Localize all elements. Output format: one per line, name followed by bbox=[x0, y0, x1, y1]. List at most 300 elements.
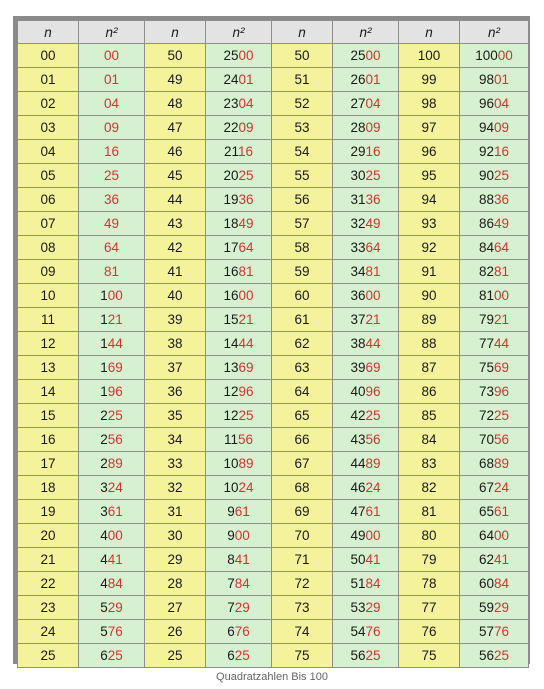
n-cell: 33 bbox=[145, 452, 206, 476]
square-last-digits: 29 bbox=[365, 600, 381, 615]
square-last-digits: 76 bbox=[107, 624, 123, 639]
square-prefix: 84 bbox=[478, 240, 494, 255]
square-cell bbox=[460, 68, 529, 92]
square-prefix: 68 bbox=[478, 456, 494, 471]
square-cell bbox=[333, 140, 399, 164]
square-cell bbox=[460, 644, 529, 668]
square-cell bbox=[333, 404, 399, 428]
n-cell: 20 bbox=[18, 524, 79, 548]
square-last-digits: 89 bbox=[238, 456, 254, 471]
n-cell: 67 bbox=[272, 452, 333, 476]
square-last-digits: 61 bbox=[494, 504, 510, 519]
header-n: n bbox=[18, 21, 79, 44]
square-last-digits: 84 bbox=[365, 576, 381, 591]
square-cell bbox=[460, 188, 529, 212]
square-cell bbox=[333, 308, 399, 332]
n-cell: 70 bbox=[272, 524, 333, 548]
square-cell bbox=[206, 164, 272, 188]
square-cell bbox=[206, 596, 272, 620]
square-cell bbox=[460, 380, 529, 404]
square-cell bbox=[333, 188, 399, 212]
square-cell bbox=[333, 380, 399, 404]
square-prefix: 16 bbox=[223, 264, 239, 279]
square-cell bbox=[79, 308, 145, 332]
n-cell: 94 bbox=[399, 188, 460, 212]
square-cell bbox=[206, 68, 272, 92]
square-last-digits: 00 bbox=[238, 48, 254, 63]
square-last-digits: 04 bbox=[365, 96, 381, 111]
square-cell bbox=[460, 524, 529, 548]
n-cell: 50 bbox=[272, 44, 333, 68]
square-cell bbox=[460, 236, 529, 260]
square-prefix: 1 bbox=[100, 288, 108, 303]
square-prefix: 42 bbox=[350, 408, 366, 423]
square-last-digits: 44 bbox=[494, 336, 510, 351]
square-prefix: 77 bbox=[478, 336, 494, 351]
square-last-digits: 25 bbox=[107, 408, 123, 423]
n-cell: 81 bbox=[399, 500, 460, 524]
n-cell: 77 bbox=[399, 596, 460, 620]
square-cell bbox=[206, 476, 272, 500]
square-last-digits: 04 bbox=[238, 96, 254, 111]
square-last-digits: 56 bbox=[365, 432, 381, 447]
square-cell bbox=[206, 500, 272, 524]
square-last-digits: 00 bbox=[494, 528, 510, 543]
n-cell: 85 bbox=[399, 404, 460, 428]
square-prefix: 12 bbox=[223, 384, 239, 399]
n-cell: 21 bbox=[18, 548, 79, 572]
table-body bbox=[18, 44, 529, 668]
square-prefix: 24 bbox=[223, 72, 239, 87]
table-row bbox=[18, 236, 529, 260]
square-last-digits: 61 bbox=[365, 504, 381, 519]
square-prefix: 56 bbox=[478, 648, 494, 663]
square-cell bbox=[333, 644, 399, 668]
square-last-digits: 64 bbox=[365, 240, 381, 255]
square-prefix: 23 bbox=[223, 96, 239, 111]
square-cell bbox=[460, 164, 529, 188]
n-cell: 92 bbox=[399, 236, 460, 260]
square-cell bbox=[206, 548, 272, 572]
header-n: n bbox=[272, 21, 333, 44]
square-last-digits: 25 bbox=[365, 648, 381, 663]
n-cell: 54 bbox=[272, 140, 333, 164]
square-last-digits: 00 bbox=[107, 528, 123, 543]
square-last-digits: 49 bbox=[365, 216, 381, 231]
n-cell: 08 bbox=[18, 236, 79, 260]
square-cell bbox=[79, 596, 145, 620]
square-last-digits: 81 bbox=[494, 264, 510, 279]
square-cell bbox=[460, 476, 529, 500]
square-last-digits: 61 bbox=[234, 504, 250, 519]
square-last-digits: 49 bbox=[494, 216, 510, 231]
square-cell bbox=[79, 572, 145, 596]
square-prefix: 59 bbox=[478, 600, 494, 615]
square-last-digits: 89 bbox=[494, 456, 510, 471]
n-cell: 23 bbox=[18, 596, 79, 620]
square-cell bbox=[79, 620, 145, 644]
square-cell bbox=[333, 212, 399, 236]
square-last-digits: 01 bbox=[238, 72, 254, 87]
n-cell: 46 bbox=[145, 140, 206, 164]
square-last-digits: 64 bbox=[494, 240, 510, 255]
square-last-digits: 00 bbox=[365, 528, 381, 543]
square-last-digits: 69 bbox=[494, 360, 510, 375]
n-cell: 95 bbox=[399, 164, 460, 188]
square-last-digits: 00 bbox=[238, 288, 254, 303]
square-cell bbox=[206, 308, 272, 332]
square-cell bbox=[333, 116, 399, 140]
square-cell bbox=[79, 356, 145, 380]
square-last-digits: 21 bbox=[494, 312, 510, 327]
n-cell: 57 bbox=[272, 212, 333, 236]
square-prefix: 56 bbox=[350, 648, 366, 663]
square-prefix: 3 bbox=[100, 480, 108, 495]
square-prefix: 92 bbox=[478, 144, 494, 159]
square-cell bbox=[333, 620, 399, 644]
square-cell bbox=[333, 572, 399, 596]
n-cell: 36 bbox=[145, 380, 206, 404]
square-last-digits: 84 bbox=[234, 576, 250, 591]
n-cell: 45 bbox=[145, 164, 206, 188]
n-cell: 09 bbox=[18, 260, 79, 284]
square-last-digits: 96 bbox=[365, 384, 381, 399]
n-cell: 16 bbox=[18, 428, 79, 452]
square-last-digits: 89 bbox=[107, 456, 123, 471]
square-cell bbox=[206, 524, 272, 548]
square-prefix: 37 bbox=[350, 312, 366, 327]
square-prefix: 13 bbox=[223, 360, 239, 375]
square-prefix: 1 bbox=[100, 312, 108, 327]
square-prefix: 72 bbox=[478, 408, 494, 423]
square-cell bbox=[206, 260, 272, 284]
square-prefix: 96 bbox=[478, 96, 494, 111]
square-cell bbox=[333, 92, 399, 116]
square-cell bbox=[206, 404, 272, 428]
square-prefix: 53 bbox=[350, 600, 366, 615]
square-cell bbox=[79, 500, 145, 524]
square-cell bbox=[79, 44, 145, 68]
square-cell bbox=[460, 404, 529, 428]
square-cell bbox=[206, 644, 272, 668]
square-cell bbox=[460, 332, 529, 356]
square-last-digits: 56 bbox=[237, 432, 254, 447]
square-cell bbox=[79, 164, 145, 188]
square-prefix: 5 bbox=[100, 600, 108, 615]
n-cell: 56 bbox=[272, 188, 333, 212]
square-prefix: 20 bbox=[223, 168, 239, 183]
table-row bbox=[18, 524, 529, 548]
n-cell: 04 bbox=[18, 140, 79, 164]
square-prefix: 82 bbox=[478, 264, 494, 279]
square-last-digits: 89 bbox=[365, 456, 381, 471]
n-cell: 69 bbox=[272, 500, 333, 524]
square-prefix: 100 bbox=[475, 48, 498, 63]
header-n-squared: n² bbox=[460, 21, 529, 44]
n-cell: 55 bbox=[272, 164, 333, 188]
square-cell bbox=[206, 236, 272, 260]
square-last-digits: 81 bbox=[238, 264, 254, 279]
square-last-digits: 84 bbox=[107, 576, 123, 591]
square-prefix: 17 bbox=[223, 240, 239, 255]
n-cell: 58 bbox=[272, 236, 333, 260]
square-prefix: 14 bbox=[223, 336, 239, 351]
square-last-digits: 29 bbox=[494, 600, 510, 615]
square-prefix: 86 bbox=[478, 216, 494, 231]
square-prefix: 21 bbox=[223, 144, 238, 159]
table-row bbox=[18, 380, 529, 404]
square-cell bbox=[333, 356, 399, 380]
n-cell: 31 bbox=[145, 500, 206, 524]
square-prefix: 19 bbox=[223, 192, 239, 207]
square-cell bbox=[460, 92, 529, 116]
square-last-digits: 16 bbox=[494, 144, 510, 159]
n-cell: 01 bbox=[18, 68, 79, 92]
table-row bbox=[18, 140, 529, 164]
n-cell: 88 bbox=[399, 332, 460, 356]
square-last-digits: 29 bbox=[107, 600, 123, 615]
square-prefix: 43 bbox=[350, 432, 366, 447]
n-cell: 27 bbox=[145, 596, 206, 620]
square-prefix: 4 bbox=[100, 552, 108, 567]
n-cell: 61 bbox=[272, 308, 333, 332]
square-cell bbox=[79, 68, 145, 92]
n-cell: 38 bbox=[145, 332, 206, 356]
square-prefix: 34 bbox=[350, 264, 366, 279]
square-cell bbox=[206, 116, 272, 140]
square-cell bbox=[79, 284, 145, 308]
square-cell bbox=[333, 260, 399, 284]
square-prefix: 36 bbox=[350, 288, 366, 303]
square-cell bbox=[333, 428, 399, 452]
square-cell bbox=[206, 284, 272, 308]
square-cell bbox=[460, 620, 529, 644]
square-cell bbox=[460, 308, 529, 332]
n-cell: 22 bbox=[18, 572, 79, 596]
square-cell bbox=[79, 212, 145, 236]
square-prefix: 25 bbox=[223, 48, 239, 63]
square-last-digits: 01 bbox=[365, 72, 381, 87]
square-last-digits: 76 bbox=[365, 624, 381, 639]
n-cell: 12 bbox=[18, 332, 79, 356]
n-cell: 24 bbox=[18, 620, 79, 644]
square-prefix: 15 bbox=[223, 312, 239, 327]
n-cell: 84 bbox=[399, 428, 460, 452]
n-cell: 72 bbox=[272, 572, 333, 596]
square-prefix: 2 bbox=[100, 456, 108, 471]
table-caption: Quadratzahlen Bis 100 bbox=[216, 671, 328, 683]
square-last-digits: 04 bbox=[494, 96, 510, 111]
square-cell bbox=[79, 188, 145, 212]
square-cell bbox=[460, 356, 529, 380]
square-prefix: 16 bbox=[223, 288, 239, 303]
square-cell bbox=[460, 500, 529, 524]
n-cell: 73 bbox=[272, 596, 333, 620]
square-cell bbox=[206, 140, 272, 164]
n-cell: 17 bbox=[18, 452, 79, 476]
square-prefix: 64 bbox=[478, 528, 494, 543]
square-last-digits: 25 bbox=[238, 408, 254, 423]
n-cell: 53 bbox=[272, 116, 333, 140]
table-row bbox=[18, 548, 529, 572]
square-last-digits: 36 bbox=[103, 192, 120, 207]
table-row bbox=[18, 212, 529, 236]
n-cell: 05 bbox=[18, 164, 79, 188]
n-cell: 51 bbox=[272, 68, 333, 92]
square-last-digits: 76 bbox=[494, 624, 510, 639]
n-cell: 19 bbox=[18, 500, 79, 524]
square-prefix: 4 bbox=[100, 528, 108, 543]
square-cell bbox=[79, 644, 145, 668]
square-last-digits: 49 bbox=[103, 216, 120, 231]
n-cell: 07 bbox=[18, 212, 79, 236]
square-last-digits: 84 bbox=[494, 576, 510, 591]
square-cell bbox=[206, 572, 272, 596]
table-row bbox=[18, 116, 529, 140]
square-cell bbox=[206, 92, 272, 116]
n-cell: 39 bbox=[145, 308, 206, 332]
square-prefix: 6 bbox=[100, 648, 108, 663]
square-prefix: 10 bbox=[223, 480, 239, 495]
table-row bbox=[18, 308, 529, 332]
square-last-digits: 56 bbox=[107, 432, 123, 447]
square-last-digits: 16 bbox=[237, 144, 254, 159]
square-prefix: 54 bbox=[350, 624, 366, 639]
square-last-digits: 36 bbox=[238, 192, 254, 207]
n-cell: 82 bbox=[399, 476, 460, 500]
square-last-digits: 00 bbox=[365, 48, 381, 63]
n-cell: 96 bbox=[399, 140, 460, 164]
square-last-digits: 24 bbox=[238, 480, 254, 495]
square-last-digits: 96 bbox=[238, 384, 254, 399]
square-prefix: 38 bbox=[350, 336, 366, 351]
square-last-digits: 00 bbox=[497, 48, 513, 63]
square-prefix: 6 bbox=[227, 624, 235, 639]
table-row bbox=[18, 428, 529, 452]
square-last-digits: 64 bbox=[103, 240, 120, 255]
square-last-digits: 01 bbox=[103, 72, 120, 87]
square-last-digits: 29 bbox=[234, 600, 250, 615]
squares-table bbox=[17, 20, 529, 668]
square-last-digits: 24 bbox=[365, 480, 381, 495]
n-cell: 43 bbox=[145, 212, 206, 236]
n-cell: 91 bbox=[399, 260, 460, 284]
square-cell bbox=[460, 140, 529, 164]
square-last-digits: 76 bbox=[234, 624, 250, 639]
square-cell bbox=[206, 332, 272, 356]
square-last-digits: 00 bbox=[234, 528, 250, 543]
n-cell: 00 bbox=[18, 44, 79, 68]
square-prefix: 1 bbox=[100, 384, 108, 399]
square-last-digits: 16 bbox=[103, 144, 120, 159]
n-cell: 34 bbox=[145, 428, 206, 452]
square-prefix: 67 bbox=[478, 480, 494, 495]
square-last-digits: 25 bbox=[365, 408, 381, 423]
square-cell bbox=[333, 596, 399, 620]
square-prefix: 1 bbox=[100, 360, 108, 375]
square-prefix: 6 bbox=[227, 648, 235, 663]
square-cell bbox=[333, 164, 399, 188]
n-cell: 97 bbox=[399, 116, 460, 140]
square-last-digits: 25 bbox=[494, 408, 510, 423]
square-prefix: 31 bbox=[350, 192, 366, 207]
n-cell: 64 bbox=[272, 380, 333, 404]
square-prefix: 10 bbox=[223, 456, 239, 471]
n-cell: 90 bbox=[399, 284, 460, 308]
square-cell bbox=[460, 596, 529, 620]
table-row bbox=[18, 164, 529, 188]
table-row bbox=[18, 476, 529, 500]
n-cell: 93 bbox=[399, 212, 460, 236]
square-cell bbox=[79, 404, 145, 428]
square-prefix: 8 bbox=[227, 552, 235, 567]
table-row bbox=[18, 284, 529, 308]
n-cell: 78 bbox=[399, 572, 460, 596]
square-last-digits: 25 bbox=[238, 168, 254, 183]
square-prefix: 65 bbox=[478, 504, 494, 519]
square-prefix: 44 bbox=[350, 456, 366, 471]
n-cell: 18 bbox=[18, 476, 79, 500]
n-cell: 79 bbox=[399, 548, 460, 572]
square-last-digits: 25 bbox=[365, 168, 381, 183]
square-last-digits: 00 bbox=[107, 288, 123, 303]
square-prefix: 7 bbox=[227, 600, 235, 615]
square-prefix: 49 bbox=[350, 528, 366, 543]
square-prefix: 90 bbox=[478, 168, 494, 183]
square-cell bbox=[206, 380, 272, 404]
table-row bbox=[18, 452, 529, 476]
n-cell: 100 bbox=[399, 44, 460, 68]
square-last-digits: 44 bbox=[365, 336, 381, 351]
square-last-digits: 41 bbox=[494, 552, 510, 567]
n-cell: 66 bbox=[272, 428, 333, 452]
n-cell: 62 bbox=[272, 332, 333, 356]
n-cell: 03 bbox=[18, 116, 79, 140]
square-last-digits: 16 bbox=[365, 144, 381, 159]
square-cell bbox=[206, 452, 272, 476]
square-last-digits: 41 bbox=[365, 552, 381, 567]
n-cell: 42 bbox=[145, 236, 206, 260]
square-cell bbox=[79, 428, 145, 452]
square-cell bbox=[206, 620, 272, 644]
header-n: n bbox=[145, 21, 206, 44]
square-last-digits: 21 bbox=[365, 312, 381, 327]
square-prefix: 25 bbox=[350, 48, 366, 63]
square-last-digits: 64 bbox=[238, 240, 254, 255]
square-cell bbox=[460, 572, 529, 596]
square-prefix: 26 bbox=[350, 72, 366, 87]
header-n-squared: n² bbox=[333, 21, 399, 44]
square-prefix: 29 bbox=[350, 144, 366, 159]
square-prefix: 22 bbox=[223, 120, 239, 135]
n-cell: 75 bbox=[272, 644, 333, 668]
square-prefix: 81 bbox=[478, 288, 494, 303]
square-cell bbox=[460, 428, 529, 452]
square-last-digits: 44 bbox=[107, 336, 123, 351]
n-cell: 11 bbox=[18, 308, 79, 332]
square-last-digits: 24 bbox=[107, 480, 123, 495]
square-prefix: 50 bbox=[350, 552, 366, 567]
square-cell bbox=[333, 68, 399, 92]
square-cell bbox=[79, 92, 145, 116]
square-cell bbox=[206, 428, 272, 452]
square-last-digits: 81 bbox=[103, 264, 120, 279]
square-prefix: 79 bbox=[478, 312, 494, 327]
square-last-digits: 01 bbox=[494, 72, 510, 87]
n-cell: 68 bbox=[272, 476, 333, 500]
n-cell: 10 bbox=[18, 284, 79, 308]
square-last-digits: 56 bbox=[494, 432, 510, 447]
